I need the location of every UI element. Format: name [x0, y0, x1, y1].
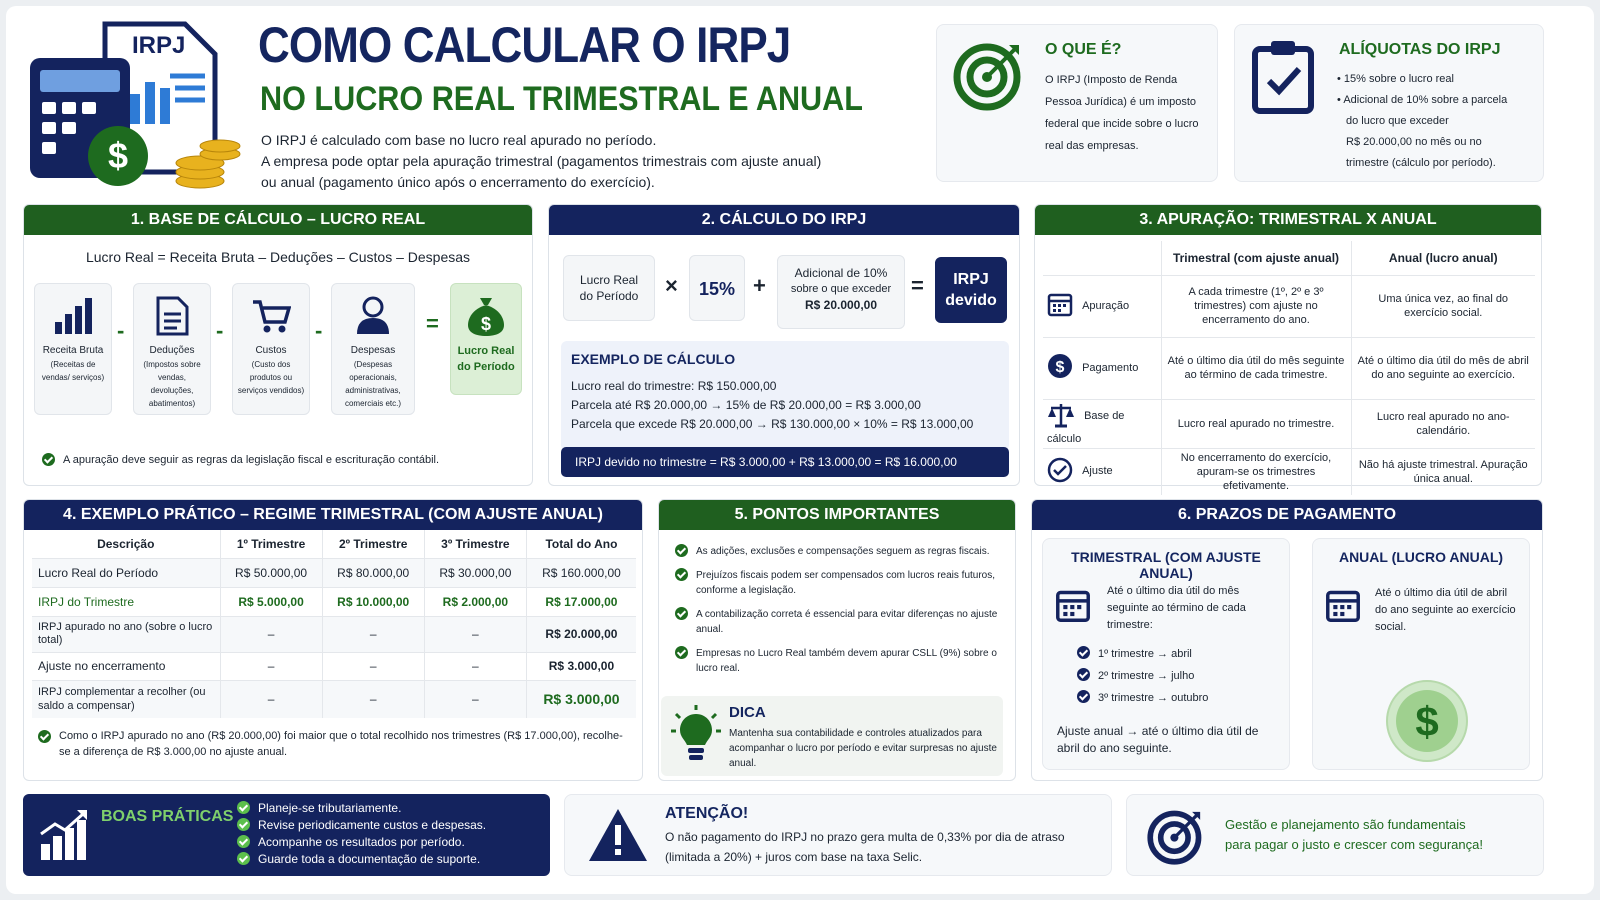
- calendar-icon: [1325, 587, 1361, 623]
- section-prazos: [1031, 499, 1543, 781]
- tip-box: [661, 696, 1003, 776]
- what-is-card: [936, 24, 1218, 182]
- annual-deadline-card: [1312, 538, 1530, 770]
- check-icon: [237, 835, 250, 848]
- check-icon: [38, 730, 51, 743]
- infographic-page: [6, 6, 1594, 894]
- minus-sign-2: -: [216, 318, 224, 343]
- times-sign: ×: [665, 273, 678, 298]
- scale-icon: [1047, 402, 1075, 432]
- clipboard-check-icon: [1251, 39, 1317, 115]
- svg-text:$: $: [1055, 359, 1065, 376]
- best-practices-title: BOAS PRÁTICAS: [101, 808, 234, 825]
- rate-box: 15%: [689, 255, 745, 321]
- check-icon: [237, 852, 250, 865]
- gross-revenue-box: Receita Bruta (Receitas de vendas/ serviços): [34, 283, 112, 415]
- calendar-icon: [1055, 587, 1091, 623]
- money-bag-icon: [466, 294, 506, 338]
- deductions-box: Deduções (Impostos sobre vendas, devoluções, abatimentos): [133, 283, 211, 415]
- check-icon: [42, 453, 55, 466]
- equals-sign: =: [426, 311, 439, 336]
- rates-card: [1234, 24, 1544, 182]
- doc-label: IRPJ: [132, 32, 186, 59]
- main-subtitle: NO LUCRO REAL TRIMESTRAL E ANUAL: [260, 80, 863, 118]
- section-5-title: 5. PONTOS IMPORTANTES: [659, 500, 1015, 530]
- calc-example: EXEMPLO DE CÁLCULO Lucro real do trimestre: R$ 150.000,00 Parcela até R$ 20.000,00 → 15% de R$ 20.000,00 = R$ 3.000,00 Parcela que excede R$ 20.000,00 → R$ 130.000,00 × 10% = R$ 13.000,00: [561, 341, 1009, 451]
- growth-chart-icon: [39, 808, 89, 862]
- expenses-box: Despesas (Despesas operacionais, administrativas, comerciais etc.): [331, 283, 415, 415]
- additional-box: Adicional de 10% sobre o que exceder R$ 20.000,00: [777, 255, 905, 329]
- warning-icon: [587, 807, 649, 863]
- section-exemplo-pratico: [23, 499, 643, 781]
- section-1-title: 1. BASE DE CÁLCULO – LUCRO REAL: [24, 205, 532, 235]
- lightbulb-icon: [671, 704, 721, 762]
- person-icon: [355, 296, 391, 336]
- section-trimestral-anual: [1034, 204, 1542, 492]
- annual-title: ANUAL (LUCRO ANUAL): [1338, 549, 1504, 565]
- section-4-note: Como o IRPJ apurado no ano (R$ 20.000,00) foi maior que o total recolhido nos trimestres (R$ 17.000,00), recolhe-se a diferença de R$ 3.000,00 no ajuste anual.: [38, 728, 628, 760]
- target-icon: [953, 39, 1025, 111]
- quarterly-title: TRIMESTRAL (COM AJUSTE ANUAL): [1071, 549, 1261, 581]
- plus-sign: +: [753, 273, 766, 298]
- target-icon: [1147, 807, 1205, 865]
- bar-chart-icon: [53, 296, 93, 336]
- closing-banner: [1126, 794, 1544, 876]
- profit-formula: Lucro Real = Receita Bruta – Deduções – Custos – Despesas: [85, 249, 471, 265]
- check-circle-icon: [1047, 457, 1073, 487]
- attention-banner: [564, 794, 1112, 876]
- what-is-text: O IRPJ (Imposto de Renda Pessoa Jurídica) é um imposto federal que incide sobre o lucro real das empresas.: [1045, 74, 1199, 152]
- check-icon: [675, 607, 688, 620]
- section-4-title: 4. EXEMPLO PRÁTICO – REGIME TRIMESTRAL (COM AJUSTE ANUAL): [24, 500, 642, 530]
- closing-text: Gestão e planejamento são fundamentais para pagar o justo e crescer com segurança!: [1225, 817, 1483, 852]
- section-3-title: 3. APURAÇÃO: TRIMESTRAL X ANUAL: [1035, 205, 1541, 235]
- real-profit-box: Lucro Real do Período: [563, 255, 655, 321]
- section-6-title: 6. PRAZOS DE PAGAMENTO: [1032, 500, 1542, 530]
- minus-sign-1: -: [117, 318, 125, 343]
- period-profit-box: $ Lucro Real do Período: [450, 283, 522, 395]
- section-base-calculo: [23, 204, 533, 486]
- document-icon: [155, 296, 189, 336]
- annual-adjust-note: Ajuste anual → até o último dia útil de abril do ano seguinte.: [1057, 724, 1259, 755]
- check-icon: [237, 801, 250, 814]
- check-icon: [237, 818, 250, 831]
- section-1-note: A apuração deve seguir as regras da legislação fiscal e escrituração contábil.: [42, 453, 439, 466]
- example-table: Descrição 1º Trimestre 2º Trimestre 3º Trimestre Total do Ano Lucro Real do Período R$ 50.000,00 R$ 80.000,00 R$ 30.000,00 R$ 160.000,00 IRPJ do Trimestre R$ 5.000,00 R$ 10.000,00 R$ 2.000,00 R$ 17.000,00 IRPJ apurado no ano (sobre o lucro total) – – – R$ 20.000,00 Ajuste no encerramento – – – R$ 3.000,00 IRPJ complementar a recolher (ou saldo a compensar) – – – R$ 3.000,00: [32, 530, 636, 718]
- check-icon: [675, 568, 688, 581]
- attention-text: O não pagamento do IRPJ no prazo gera multa de 0,33% por dia de atraso (limitada a 20%) + juros com base na taxa Selic.: [665, 830, 1065, 864]
- section-calculo-irpj: [548, 204, 1020, 486]
- svg-text:$: $: [480, 314, 492, 334]
- costs-box: Custos (Custo dos produtos ou serviços vendidos): [232, 283, 310, 415]
- shopping-cart-icon: [251, 296, 291, 336]
- svg-text:$: $: [1415, 698, 1439, 745]
- section-pontos-importantes: [658, 499, 1016, 781]
- irpj-due-box: IRPJ devido: [935, 257, 1007, 323]
- check-icon: [675, 544, 688, 557]
- main-title: COMO CALCULAR O IRPJ: [258, 17, 791, 73]
- calendar-icon: [1047, 291, 1073, 321]
- check-icon: [1077, 646, 1090, 659]
- quarterly-text: Até o último dia útil do mês seguinte ao término de cada trimestre:: [1107, 585, 1246, 631]
- svg-text:$: $: [107, 135, 129, 176]
- best-practices-banner: [23, 794, 550, 876]
- calculator-document-illustration: [20, 16, 245, 191]
- dollar-coin-icon: [1385, 679, 1469, 763]
- comparison-table: Trimestral (com ajuste anual) Anual (lucro anual) Apuração A cada trimestre (1º, 2º e 3º trimestres) com ajuste no encerramento do ano. Uma única vez, ao final do exercício social. $ Pagamento Até o último dia útil do mês seguinte ao término de cada trimestre. Até o último dia útil do mês de abril do ano seguinte ao exercício. Base de cálculo Lucro real apurado no trimestre. Lucro real apurado no ano-calendário. Ajuste No encerramento do exercício, apuram-se os trimestres efetivamente. Não há ajuste trimestral. Apuração única anual.: [1043, 241, 1535, 495]
- attention-title: ATENÇÃO!: [665, 805, 749, 822]
- important-points-list: As adições, exclusões e compensações seguem as regras fiscais. Prejuízos fiscais podem ser compensados com lucros reais futuros, conforme a legislação. A contabilização correta é essencial para evitar diferenças no ajuste anual. Empresas no Lucro Real também devem apurar CSLL (9%) sobre o lucro real.: [675, 544, 1005, 676]
- minus-sign-3: -: [315, 318, 323, 343]
- best-practices-list: Planeje-se tributariamente. Revise periodicamente custos e despesas. Acompanhe os resultados por período. Guarde toda a documentação de suporte.: [237, 800, 486, 868]
- calc-total-bar: IRPJ devido no trimestre = R$ 3.000,00 + R$ 13.000,00 = R$ 16.000,00: [561, 447, 1009, 477]
- annual-text: Até o último dia útil de abril do ano seguinte ao exercício social.: [1375, 587, 1516, 633]
- rates-list: • 15% sobre o lucro real • Adicional de 10% sobre a parcela do lucro que exceder R$ 20.000,00 no mês ou no trimestre (cálculo por período).: [1337, 73, 1508, 169]
- check-icon: [1077, 668, 1090, 681]
- intro-text: O IRPJ é calculado com base no lucro real apurado no período. A empresa pode optar pela apuração trimestral (pagamentos trimestrais com ajuste anual) ou anual (pagamento único após o encerramento do exercício).: [261, 132, 822, 190]
- tip-text: Mantenha sua contabilidade e controles atualizados para acompanhar o lucro por período e evitar surpresas no ajuste anual.: [729, 728, 997, 769]
- equals-sign-2: =: [911, 273, 924, 298]
- check-icon: [1077, 690, 1090, 703]
- quarterly-deadline-card: [1042, 538, 1290, 770]
- what-is-title: O QUE É?: [1045, 41, 1122, 58]
- dollar-coin-icon: [1047, 353, 1073, 383]
- section-2-title: 2. CÁLCULO DO IRPJ: [549, 205, 1019, 235]
- quarter-list: 1º trimestre → abril 2º trimestre → julho 3º trimestre → outubro: [1077, 643, 1208, 709]
- rates-title: ALÍQUOTAS DO IRPJ: [1339, 41, 1501, 58]
- check-icon: [675, 646, 688, 659]
- tip-title: DICA: [729, 704, 766, 721]
